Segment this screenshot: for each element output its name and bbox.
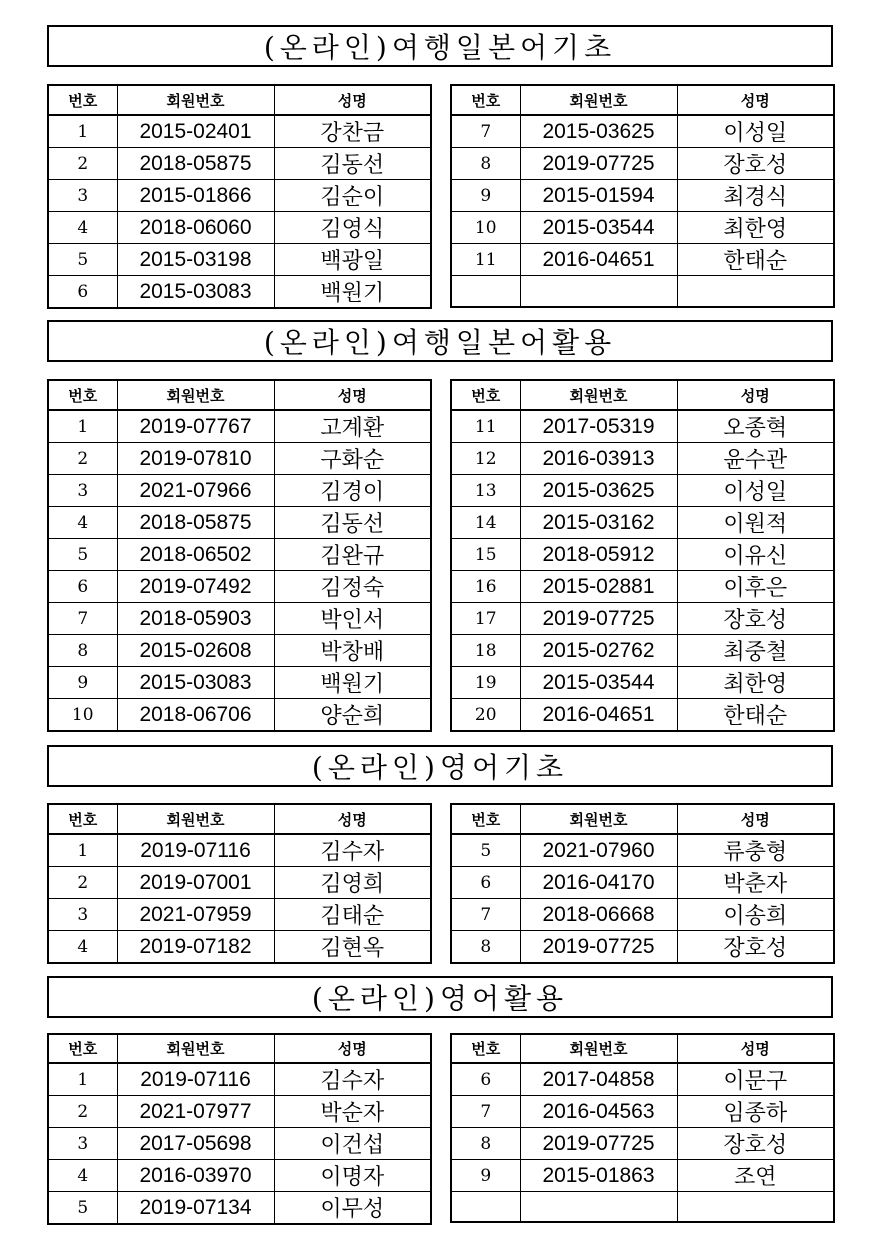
member-name: 이건섭 — [274, 1128, 431, 1160]
row-number: 5 — [48, 244, 117, 276]
member-name: 이후은 — [677, 571, 834, 603]
row-number: 20 — [451, 699, 520, 732]
member-name: 김정숙 — [274, 571, 431, 603]
member-id: 2015-03162 — [520, 507, 677, 539]
member-name: 김경이 — [274, 475, 431, 507]
member-id: 2015-03083 — [117, 276, 274, 309]
col-header-number: 번호 — [48, 380, 117, 410]
table-row — [451, 1192, 834, 1223]
table-row — [48, 1128, 431, 1160]
member-id: 2019-07116 — [117, 834, 274, 867]
row-number: 2 — [48, 867, 117, 899]
col-header-number: 번호 — [451, 85, 520, 115]
col-header-number: 번호 — [451, 1034, 520, 1063]
row-number: 12 — [451, 443, 520, 475]
table-row — [48, 507, 431, 539]
table-row — [451, 475, 834, 507]
table-row — [48, 244, 431, 276]
member-id: 2019-07725 — [520, 148, 677, 180]
row-number: 8 — [451, 1128, 520, 1160]
row-number: 2 — [48, 148, 117, 180]
table-row — [48, 1192, 431, 1225]
member-name: 장호성 — [677, 931, 834, 964]
member-name: 장호성 — [677, 603, 834, 635]
member-id — [520, 1192, 677, 1223]
row-number: 5 — [48, 539, 117, 571]
row-number: 4 — [48, 1160, 117, 1192]
row-number: 1 — [48, 115, 117, 148]
col-header-member-id: 회원번호 — [520, 380, 677, 410]
member-name: 한태순 — [677, 699, 834, 732]
row-number: 5 — [48, 1192, 117, 1225]
member-name: 조연 — [677, 1160, 834, 1192]
member-id: 2015-01594 — [520, 180, 677, 212]
roster-table-left — [47, 1033, 432, 1225]
row-number: 11 — [451, 410, 520, 443]
section-title: (온라인)여행일본어기초 — [47, 25, 833, 67]
col-header-member-id: 회원번호 — [520, 1034, 677, 1063]
member-id: 2019-07116 — [117, 1063, 274, 1096]
table-row — [451, 507, 834, 539]
roster-table-left — [47, 803, 432, 964]
table-row — [48, 276, 431, 309]
row-number: 7 — [48, 603, 117, 635]
member-id: 2021-07966 — [117, 475, 274, 507]
member-id: 2019-07725 — [520, 603, 677, 635]
member-id: 2016-04651 — [520, 244, 677, 276]
table-row — [451, 571, 834, 603]
col-header-member-id: 회원번호 — [520, 804, 677, 834]
row-number: 6 — [48, 571, 117, 603]
table-row — [48, 635, 431, 667]
col-header-name: 성명 — [677, 85, 834, 115]
row-number: 13 — [451, 475, 520, 507]
member-id — [520, 276, 677, 308]
table-row — [451, 667, 834, 699]
member-name: 최경식 — [677, 180, 834, 212]
member-name: 임종하 — [677, 1096, 834, 1128]
member-id: 2015-03625 — [520, 115, 677, 148]
row-number: 3 — [48, 180, 117, 212]
col-header-number: 번호 — [48, 85, 117, 115]
table-row — [451, 276, 834, 308]
member-id: 2018-05875 — [117, 507, 274, 539]
member-name: 김수자 — [274, 1063, 431, 1096]
row-number: 18 — [451, 635, 520, 667]
row-number: 3 — [48, 899, 117, 931]
member-id: 2015-02881 — [520, 571, 677, 603]
member-id: 2016-04170 — [520, 867, 677, 899]
table-row — [48, 867, 431, 899]
member-name: 박춘자 — [677, 867, 834, 899]
header-row — [451, 1034, 834, 1063]
table-row — [451, 699, 834, 732]
member-name: 강찬금 — [274, 115, 431, 148]
table-row — [48, 1096, 431, 1128]
member-name: 이송희 — [677, 899, 834, 931]
header-row — [48, 380, 431, 410]
section-title: (온라인)여행일본어활용 — [47, 320, 833, 362]
table-row — [451, 1063, 834, 1096]
member-id: 2016-03970 — [117, 1160, 274, 1192]
member-name: 김영희 — [274, 867, 431, 899]
section-title: (온라인)영어활용 — [47, 976, 833, 1018]
col-header-number: 번호 — [451, 380, 520, 410]
table-row — [48, 834, 431, 867]
col-header-number: 번호 — [48, 804, 117, 834]
table-row — [451, 212, 834, 244]
member-id: 2019-07182 — [117, 931, 274, 964]
row-number: 16 — [451, 571, 520, 603]
row-number: 4 — [48, 931, 117, 964]
member-id: 2015-03083 — [117, 667, 274, 699]
member-id: 2021-07977 — [117, 1096, 274, 1128]
roster-table-left — [47, 84, 432, 309]
member-id: 2015-03544 — [520, 667, 677, 699]
member-id: 2017-04858 — [520, 1063, 677, 1096]
table-row — [451, 603, 834, 635]
row-number: 7 — [451, 115, 520, 148]
member-id: 2016-03913 — [520, 443, 677, 475]
member-id: 2015-01866 — [117, 180, 274, 212]
col-header-name: 성명 — [274, 1034, 431, 1063]
member-name: 이유신 — [677, 539, 834, 571]
member-name: 박순자 — [274, 1096, 431, 1128]
table-row — [451, 244, 834, 276]
member-id: 2019-07725 — [520, 1128, 677, 1160]
table-row — [48, 1063, 431, 1096]
member-id: 2015-01863 — [520, 1160, 677, 1192]
col-header-name: 성명 — [677, 380, 834, 410]
row-number: 8 — [48, 635, 117, 667]
member-id: 2019-07810 — [117, 443, 274, 475]
member-id: 2018-06668 — [520, 899, 677, 931]
col-header-member-id: 회원번호 — [520, 85, 677, 115]
table-row — [48, 115, 431, 148]
member-id: 2015-02762 — [520, 635, 677, 667]
row-number — [451, 1192, 520, 1223]
member-id: 2017-05319 — [520, 410, 677, 443]
row-number: 8 — [451, 148, 520, 180]
member-name: 백원기 — [274, 667, 431, 699]
member-name: 이성일 — [677, 475, 834, 507]
table-row — [48, 931, 431, 964]
row-number: 2 — [48, 443, 117, 475]
member-id: 2016-04563 — [520, 1096, 677, 1128]
row-number: 17 — [451, 603, 520, 635]
member-name: 이무성 — [274, 1192, 431, 1225]
col-header-name: 성명 — [274, 804, 431, 834]
roster-table-right — [450, 379, 835, 732]
member-id: 2015-02608 — [117, 635, 274, 667]
table-row — [451, 635, 834, 667]
row-number: 4 — [48, 507, 117, 539]
member-id: 2021-07960 — [520, 834, 677, 867]
table-row — [451, 867, 834, 899]
table-row — [48, 571, 431, 603]
member-name: 김현옥 — [274, 931, 431, 964]
table-row — [451, 899, 834, 931]
col-header-member-id: 회원번호 — [117, 85, 274, 115]
member-name: 이명자 — [274, 1160, 431, 1192]
member-name: 김동선 — [274, 148, 431, 180]
member-id: 2018-05875 — [117, 148, 274, 180]
row-number: 2 — [48, 1096, 117, 1128]
row-number: 6 — [451, 867, 520, 899]
row-number: 9 — [48, 667, 117, 699]
table-row — [48, 539, 431, 571]
header-row — [48, 1034, 431, 1063]
member-name: 박인서 — [274, 603, 431, 635]
member-name: 장호성 — [677, 1128, 834, 1160]
member-id: 2019-07767 — [117, 410, 274, 443]
member-name: 구화순 — [274, 443, 431, 475]
col-header-number: 번호 — [451, 804, 520, 834]
member-name: 김영식 — [274, 212, 431, 244]
member-id: 2021-07959 — [117, 899, 274, 931]
row-number: 9 — [451, 180, 520, 212]
row-number: 8 — [451, 931, 520, 964]
roster-table-right — [450, 1033, 835, 1223]
member-name: 김순이 — [274, 180, 431, 212]
member-id: 2019-07134 — [117, 1192, 274, 1225]
member-id: 2018-05912 — [520, 539, 677, 571]
row-number — [451, 276, 520, 308]
row-number: 5 — [451, 834, 520, 867]
col-header-number: 번호 — [48, 1034, 117, 1063]
row-number: 9 — [451, 1160, 520, 1192]
member-name: 최중철 — [677, 635, 834, 667]
member-id: 2017-05698 — [117, 1128, 274, 1160]
row-number: 6 — [48, 276, 117, 309]
table-row — [451, 539, 834, 571]
table-row — [48, 1160, 431, 1192]
member-name: 한태순 — [677, 244, 834, 276]
table-row — [48, 667, 431, 699]
row-number: 6 — [451, 1063, 520, 1096]
col-header-name: 성명 — [677, 804, 834, 834]
table-row — [451, 1160, 834, 1192]
col-header-member-id: 회원번호 — [117, 1034, 274, 1063]
row-number: 4 — [48, 212, 117, 244]
member-id: 2019-07001 — [117, 867, 274, 899]
table-row — [48, 180, 431, 212]
member-id: 2015-03198 — [117, 244, 274, 276]
header-row — [451, 804, 834, 834]
table-row — [451, 1096, 834, 1128]
member-name: 장호성 — [677, 148, 834, 180]
member-name: 김수자 — [274, 834, 431, 867]
col-header-member-id: 회원번호 — [117, 380, 274, 410]
table-row — [451, 834, 834, 867]
table-row — [48, 148, 431, 180]
row-number: 1 — [48, 410, 117, 443]
member-id: 2016-04651 — [520, 699, 677, 732]
table-row — [48, 212, 431, 244]
roster-table-right — [450, 803, 835, 964]
table-row — [48, 475, 431, 507]
table-row — [48, 443, 431, 475]
roster-table-left — [47, 379, 432, 732]
member-id: 2019-07492 — [117, 571, 274, 603]
member-name — [677, 1192, 834, 1223]
row-number: 11 — [451, 244, 520, 276]
member-id: 2018-06706 — [117, 699, 274, 732]
col-header-name: 성명 — [274, 85, 431, 115]
table-row — [48, 603, 431, 635]
member-name: 류충형 — [677, 834, 834, 867]
row-number: 15 — [451, 539, 520, 571]
row-number: 14 — [451, 507, 520, 539]
member-id: 2019-07725 — [520, 931, 677, 964]
col-header-name: 성명 — [677, 1034, 834, 1063]
table-row — [48, 699, 431, 732]
row-number: 7 — [451, 899, 520, 931]
table-row — [48, 899, 431, 931]
row-number: 3 — [48, 475, 117, 507]
member-name: 이원적 — [677, 507, 834, 539]
member-name: 최한영 — [677, 212, 834, 244]
member-name: 김완규 — [274, 539, 431, 571]
roster-table-right — [450, 84, 835, 308]
row-number: 7 — [451, 1096, 520, 1128]
header-row — [451, 85, 834, 115]
row-number: 1 — [48, 1063, 117, 1096]
table-row — [451, 443, 834, 475]
member-name: 김태순 — [274, 899, 431, 931]
row-number: 1 — [48, 834, 117, 867]
col-header-name: 성명 — [274, 380, 431, 410]
section-title: (온라인)영어기초 — [47, 745, 833, 787]
table-row — [48, 410, 431, 443]
member-name: 박창배 — [274, 635, 431, 667]
table-row — [451, 180, 834, 212]
member-id: 2018-06502 — [117, 539, 274, 571]
member-id: 2015-03625 — [520, 475, 677, 507]
header-row — [48, 85, 431, 115]
table-row — [451, 410, 834, 443]
member-name: 양순희 — [274, 699, 431, 732]
member-id: 2018-06060 — [117, 212, 274, 244]
member-name — [677, 276, 834, 308]
member-name: 최한영 — [677, 667, 834, 699]
header-row — [48, 804, 431, 834]
member-id: 2015-03544 — [520, 212, 677, 244]
table-row — [451, 115, 834, 148]
row-number: 10 — [48, 699, 117, 732]
member-id: 2015-02401 — [117, 115, 274, 148]
member-name: 백광일 — [274, 244, 431, 276]
member-name: 이성일 — [677, 115, 834, 148]
table-row — [451, 148, 834, 180]
member-id: 2018-05903 — [117, 603, 274, 635]
member-name: 윤수관 — [677, 443, 834, 475]
table-row — [451, 931, 834, 964]
member-name: 백원기 — [274, 276, 431, 309]
member-name: 이문구 — [677, 1063, 834, 1096]
header-row — [451, 380, 834, 410]
row-number: 3 — [48, 1128, 117, 1160]
col-header-member-id: 회원번호 — [117, 804, 274, 834]
table-row — [451, 1128, 834, 1160]
member-name: 고계환 — [274, 410, 431, 443]
row-number: 19 — [451, 667, 520, 699]
member-name: 김동선 — [274, 507, 431, 539]
row-number: 10 — [451, 212, 520, 244]
member-name: 오종혁 — [677, 410, 834, 443]
